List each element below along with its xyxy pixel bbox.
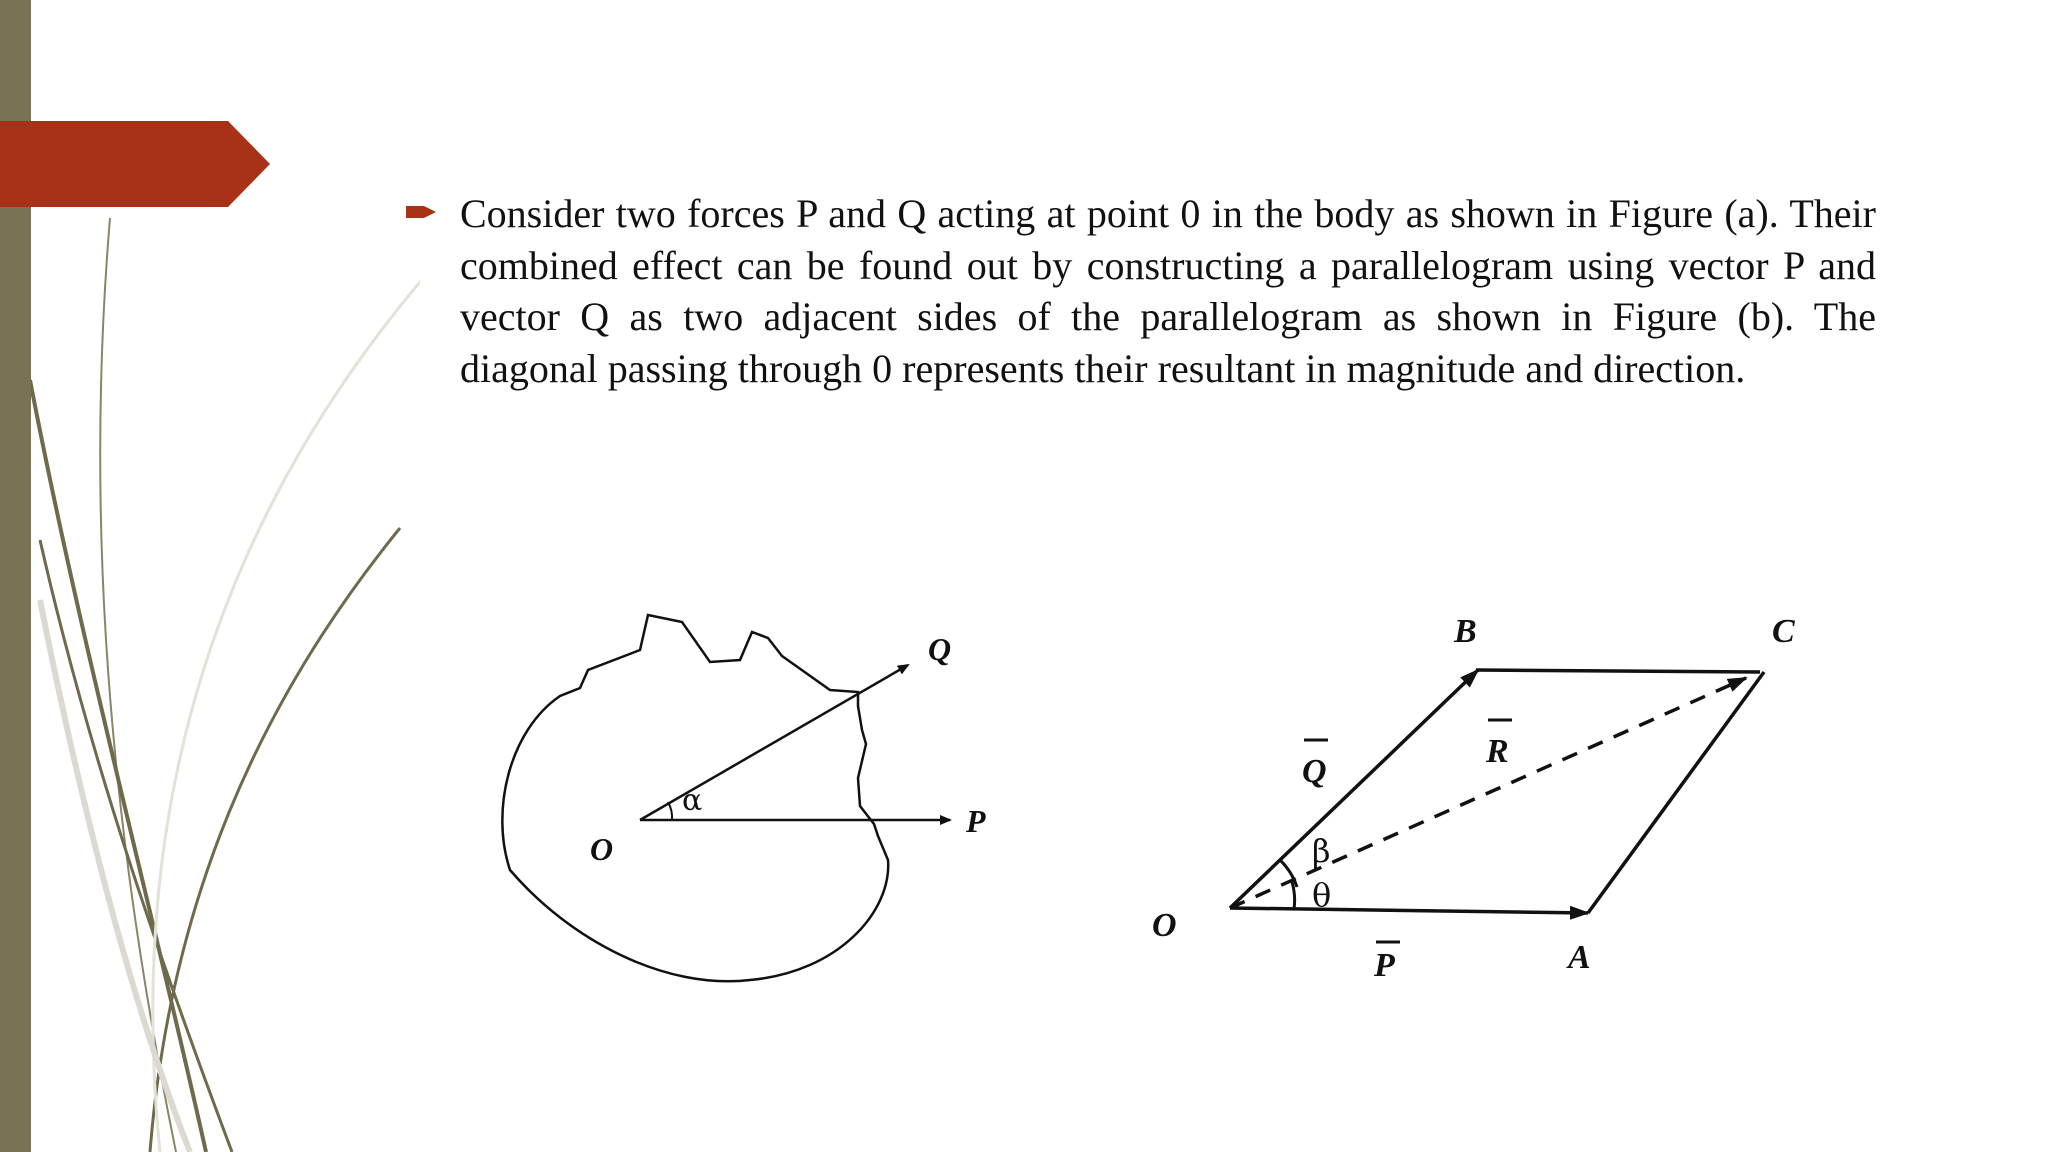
resultant-oc — [1230, 678, 1746, 908]
label-a: A — [1568, 939, 1591, 976]
figure-b-parallelogram — [1140, 600, 1900, 1000]
vector-q — [640, 665, 908, 820]
content-area — [406, 188, 1876, 394]
body-paragraph: Consider two forces P and Q acting at point 0 in the body as shown in Figure (a). Their combined effect can be found out by constructing a parallelogram using vector P and vector Q as two adjacent sides of the parallelogram as shown in Figure (b). The diagonal passing through 0 represents their resultant in magnitude and direction. — [460, 191, 1876, 391]
label-theta: θ — [1312, 876, 1332, 914]
label-q: Q — [928, 631, 952, 667]
figure-a-body-forces — [500, 610, 1060, 1010]
label-b: B — [1454, 613, 1477, 650]
label-c: C — [1772, 613, 1795, 650]
label-alpha: α — [682, 783, 703, 818]
side-bc — [1476, 670, 1760, 672]
label-p-vector: P — [1374, 947, 1395, 984]
side-oa — [1230, 908, 1588, 913]
label-beta: β — [1312, 832, 1331, 870]
label-q-vector: Q — [1302, 753, 1327, 790]
angle-alpha-arc — [668, 802, 672, 820]
title-tab-arrow — [0, 121, 270, 207]
arrow-bullet-icon — [406, 203, 436, 221]
label-p: P — [966, 803, 986, 839]
angle-theta-arc — [1292, 882, 1295, 909]
label-origin: O — [590, 831, 614, 867]
bullet-item — [406, 188, 1876, 394]
side-ob — [1230, 670, 1478, 908]
label-origin-b: O — [1152, 907, 1177, 944]
label-r-vector: R — [1486, 733, 1509, 770]
